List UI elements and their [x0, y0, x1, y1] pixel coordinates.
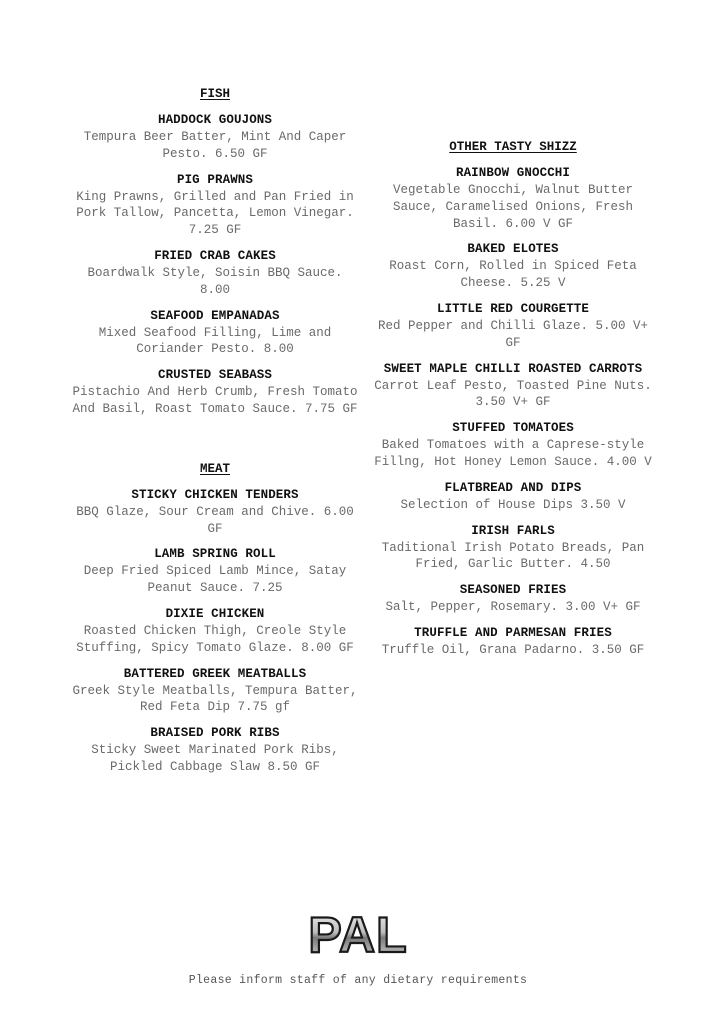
menu-item-sticky-chicken-tenders: [70, 487, 360, 538]
menu-item-braised-pork-ribs: [70, 725, 360, 776]
section-other-tasty-shizz: [368, 139, 658, 659]
menu-item-rainbow-gnocchi: [368, 165, 658, 232]
section-title-other: OTHER TASTY SHIZZ: [449, 140, 577, 154]
item-description: Salt, Pepper, Rosemary. 3.00 V+ GF: [385, 600, 641, 615]
item-description: Tempura Beer Batter, Mint And Caper Pesto. 6.50 GF: [83, 130, 347, 161]
item-description: Taditional Irish Potato Breads, Pan Fried, Garlic Butter. 4.50: [381, 540, 645, 572]
item-name: LAMB SPRING ROLL: [154, 547, 276, 562]
item-description: Greek Style Meatballs, Tempura Batter, Red Feta Dip 7.75 gf: [72, 683, 358, 715]
item-name: SWEET MAPLE CHILLI ROASTED CARROTS: [383, 361, 643, 376]
item-name: SEASONED FRIES: [459, 583, 567, 598]
menu-item-little-red-courgette: [368, 301, 658, 352]
item-name: CRUSTED SEABASS: [157, 368, 273, 383]
item-description: Roasted Chicken Thigh, Creole Style Stuffing, Spicy Tomato Glaze. 8.00 GF: [76, 623, 354, 655]
menu-item-sweet-maple-chilli-roasted-carrots: [368, 361, 658, 412]
item-name: SEAFOOD EMPANADAS: [150, 308, 280, 323]
section-meat: [70, 461, 360, 776]
left-menu-column: [70, 86, 360, 785]
item-description: Boardwalk Style, Soisin BBQ Sauce. 8.00: [87, 265, 343, 297]
pal-logo-icon: [296, 908, 420, 958]
item-description: Sticky Sweet Marinated Pork Ribs, Pickled Cabbage Slaw 8.50 GF: [91, 743, 339, 774]
item-name: FRIED CRAB CAKES: [154, 248, 276, 263]
menu-item-seasoned-fries: [368, 582, 658, 616]
item-name: BRAISED PORK RIBS: [150, 726, 280, 741]
item-name: STICKY CHICKEN TENDERS: [131, 487, 299, 502]
item-description: Red Pepper and Chilli Glaze. 5.00 V+ GF: [377, 318, 649, 350]
item-description: Roast Corn, Rolled in Spiced Feta Cheese. 5.25 V: [389, 259, 637, 291]
item-description: Baked Tomatoes with a Caprese-style Fillng, Hot Honey Lemon Sauce. 4.00 V: [374, 438, 652, 469]
item-name: HADDOCK GOUJONS: [157, 113, 273, 127]
section-title-fish: FISH: [199, 87, 230, 101]
menu-item-truffle-and-parmesan-fries: [368, 625, 658, 659]
menu-item-flatbread-and-dips: [368, 480, 658, 514]
menu-item-lamb-spring-roll: [70, 546, 360, 597]
item-name: BATTERED GREEK MEATBALLS: [123, 666, 307, 681]
item-description: Carrot Leaf Pesto, Toasted Pine Nuts. 3.50 V+ GF: [374, 378, 652, 410]
menu-item-stuffed-tomatoes: [368, 420, 658, 471]
item-description: Vegetable Gnocchi, Walnut Butter Sauce, Caramelised Onions, Fresh Basil. 6.00 V GF: [392, 183, 634, 231]
menu-item-battered-greek-meatballs: [70, 666, 360, 717]
menu-item-dixie-chicken: [70, 606, 360, 657]
section-title-meat: MEAT: [199, 461, 230, 476]
menu-item-irish-farls: [368, 523, 658, 574]
item-name: FLATBREAD AND DIPS: [444, 480, 582, 495]
item-name: IRISH FARLS: [471, 523, 555, 538]
item-name: PIG PRAWNS: [176, 172, 253, 187]
item-name: BAKED ELOTES: [467, 242, 559, 257]
menu-item-baked-elotes: [368, 241, 658, 292]
section-spacer: [70, 427, 360, 461]
item-description: Truffle Oil, Grana Padarno. 3.50 GF: [381, 642, 645, 657]
item-description: Deep Fried Spiced Lamb Mince, Satay Peanut Sauce. 7.25: [83, 564, 347, 596]
menu-item-haddock-goujons: [70, 112, 360, 163]
menu-item-seafood-empanadas: [70, 308, 360, 359]
item-name: RAINBOW GNOCCHI: [455, 166, 571, 180]
item-description: Pistachio And Herb Crumb, Fresh Tomato And Basil, Roast Tomato Sauce. 7.75 GF: [72, 385, 358, 416]
item-name: TRUFFLE AND PARMESAN FRIES: [414, 625, 612, 640]
item-description: Selection of House Dips 3.50 V: [400, 497, 626, 512]
item-description: Mixed Seafood Filling, Lime and Coriander Pesto. 8.00: [98, 325, 332, 357]
item-description: BBQ Glaze, Sour Cream and Chive. 6.00 GF: [76, 504, 354, 536]
section-fish: [70, 86, 360, 418]
right-menu-column: [368, 139, 658, 668]
item-name: LITTLE RED COURGETTE: [436, 301, 590, 316]
svg-text:PAL: PAL: [308, 908, 408, 958]
menu-item-crusted-seabass: [70, 367, 360, 418]
menu-item-fried-crab-cakes: [70, 248, 360, 299]
item-name: DIXIE CHICKEN: [165, 606, 265, 621]
menu-item-pig-prawns: [70, 172, 360, 239]
item-description: King Prawns, Grilled and Pan Fried in Pork Tallow, Pancetta, Lemon Vinegar. 7.25 GF: [76, 189, 354, 238]
dietary-requirements-note: Please inform staff of any dietary requirements: [188, 974, 528, 987]
item-name: STUFFED TOMATOES: [452, 421, 574, 436]
